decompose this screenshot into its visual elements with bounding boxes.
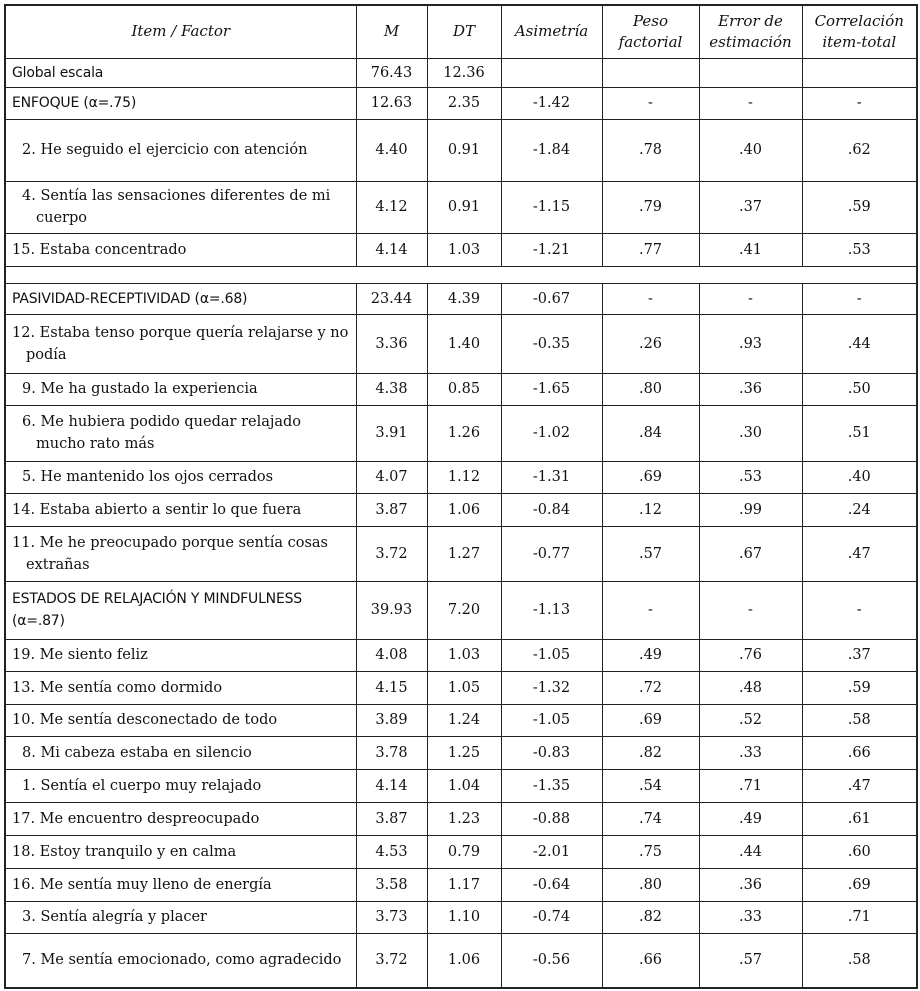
sd-cell: 1.10 — [427, 901, 501, 933]
item-label: 6. Me hubiera podido quedar relajado mucho rato más — [5, 405, 356, 461]
estimation-error-cell: .44 — [699, 835, 802, 868]
factor-loading-cell: .69 — [602, 704, 699, 736]
factor-loading-cell: .12 — [602, 493, 699, 526]
item-total-correlation-cell: .51 — [802, 405, 917, 461]
estimation-error-cell: .71 — [699, 769, 802, 802]
item-label: 12. Estaba tenso porque quería relajarse y no podía — [5, 314, 356, 373]
factor-loading-cell: - — [602, 87, 699, 119]
item-row — [5, 181, 917, 233]
sd-cell: 1.06 — [427, 933, 501, 988]
item-label: 5. He mantenido los ojos cerrados — [5, 461, 356, 493]
item-row — [5, 704, 917, 736]
factor-loading-cell: .72 — [602, 671, 699, 704]
header-row — [5, 5, 917, 58]
estimation-error-cell: .41 — [699, 233, 802, 266]
item-row — [5, 314, 917, 373]
mean-cell: 4.08 — [356, 639, 427, 671]
item-total-correlation-cell: .58 — [802, 704, 917, 736]
item-total-correlation-cell: .66 — [802, 736, 917, 769]
sd-cell: 1.03 — [427, 639, 501, 671]
item-total-correlation-cell: .24 — [802, 493, 917, 526]
estimation-error-cell: .48 — [699, 671, 802, 704]
item-label: 10. Me sentía desconectado de todo — [5, 704, 356, 736]
mean-cell: 3.78 — [356, 736, 427, 769]
skewness-cell: -0.88 — [501, 802, 602, 835]
factor-loading-cell: .74 — [602, 802, 699, 835]
factor-row — [5, 87, 917, 119]
spacer-cell — [699, 266, 802, 283]
item-total-correlation-cell — [802, 58, 917, 87]
skewness-cell: -0.35 — [501, 314, 602, 373]
estimation-error-cell: .40 — [699, 119, 802, 181]
skewness-cell: -1.35 — [501, 769, 602, 802]
sd-cell: 0.91 — [427, 181, 501, 233]
factor-label: ENFOQUE (α=.75) — [5, 87, 356, 119]
factor-loading-cell: - — [602, 581, 699, 639]
item-row — [5, 671, 917, 704]
factor-loading-cell: .75 — [602, 835, 699, 868]
skewness-cell: -1.13 — [501, 581, 602, 639]
mean-cell: 4.38 — [356, 373, 427, 405]
item-label: 19. Me siento feliz — [5, 639, 356, 671]
item-total-correlation-cell: - — [802, 87, 917, 119]
estimation-error-cell: .53 — [699, 461, 802, 493]
factor-row — [5, 283, 917, 314]
estimation-error-cell: .93 — [699, 314, 802, 373]
estimation-error-cell: - — [699, 87, 802, 119]
sd-cell: 0.85 — [427, 373, 501, 405]
factor-loading-cell: .77 — [602, 233, 699, 266]
skewness-cell: -1.21 — [501, 233, 602, 266]
mean-cell: 3.72 — [356, 933, 427, 988]
item-total-correlation-cell: .53 — [802, 233, 917, 266]
mean-cell: 3.72 — [356, 526, 427, 581]
skewness-cell: -0.74 — [501, 901, 602, 933]
factor-loading-cell: .49 — [602, 639, 699, 671]
spacer-cell — [602, 266, 699, 283]
item-label: 15. Estaba concentrado — [5, 233, 356, 266]
skewness-cell: -1.42 — [501, 87, 602, 119]
item-label: 8. Mi cabeza estaba en silencio — [5, 736, 356, 769]
header-skewness: Asimetría — [501, 5, 602, 58]
skewness-cell: -0.84 — [501, 493, 602, 526]
mean-cell: 76.43 — [356, 58, 427, 87]
header-item-factor: Item / Factor — [5, 5, 356, 58]
skewness-cell: -1.15 — [501, 181, 602, 233]
sd-cell: 1.24 — [427, 704, 501, 736]
item-total-correlation-cell: .60 — [802, 835, 917, 868]
mean-cell: 3.36 — [356, 314, 427, 373]
sd-cell: 1.05 — [427, 671, 501, 704]
mean-cell: 3.91 — [356, 405, 427, 461]
item-label: 18. Estoy tranquilo y en calma — [5, 835, 356, 868]
mean-cell: 3.87 — [356, 493, 427, 526]
skewness-cell — [501, 58, 602, 87]
sd-cell: 1.12 — [427, 461, 501, 493]
factor-label: Global escala — [5, 58, 356, 87]
sd-cell: 1.17 — [427, 868, 501, 901]
item-row — [5, 526, 917, 581]
sd-cell: 1.26 — [427, 405, 501, 461]
header-item-total-correlation: Correlación item-total — [802, 5, 917, 58]
item-label: 2. He seguido el ejercicio con atención — [5, 119, 356, 181]
factor-row — [5, 581, 917, 639]
item-row — [5, 233, 917, 266]
item-label: 1. Sentía el cuerpo muy relajado — [5, 769, 356, 802]
sd-cell: 1.06 — [427, 493, 501, 526]
item-label: 11. Me he preocupado porque sentía cosas extrañas — [5, 526, 356, 581]
sd-cell: 4.39 — [427, 283, 501, 314]
sd-cell: 0.79 — [427, 835, 501, 868]
estimation-error-cell: .76 — [699, 639, 802, 671]
item-row — [5, 461, 917, 493]
item-total-correlation-cell: .62 — [802, 119, 917, 181]
header-estimation-error: Error de estimación — [699, 5, 802, 58]
item-row — [5, 769, 917, 802]
item-row — [5, 373, 917, 405]
sd-cell: 1.03 — [427, 233, 501, 266]
estimation-error-cell: .36 — [699, 868, 802, 901]
item-label: 9. Me ha gustado la experiencia — [5, 373, 356, 405]
item-label: 3. Sentía alegría y placer — [5, 901, 356, 933]
estimation-error-cell: - — [699, 283, 802, 314]
header-mean: M — [356, 5, 427, 58]
item-row — [5, 639, 917, 671]
item-total-correlation-cell: .59 — [802, 671, 917, 704]
estimation-error-cell: .67 — [699, 526, 802, 581]
item-label: 13. Me sentía como dormido — [5, 671, 356, 704]
mean-cell: 4.12 — [356, 181, 427, 233]
factor-loading-cell: .82 — [602, 901, 699, 933]
item-row — [5, 119, 917, 181]
item-row — [5, 868, 917, 901]
item-row — [5, 493, 917, 526]
skewness-cell: -1.65 — [501, 373, 602, 405]
skewness-cell: -0.83 — [501, 736, 602, 769]
header-factor-loading: Peso factorial — [602, 5, 699, 58]
sd-cell: 1.23 — [427, 802, 501, 835]
mean-cell: 4.14 — [356, 769, 427, 802]
factor-loading-cell: .80 — [602, 868, 699, 901]
estimation-error-cell: .30 — [699, 405, 802, 461]
item-row — [5, 802, 917, 835]
sd-cell: 2.35 — [427, 87, 501, 119]
item-total-correlation-cell: .47 — [802, 769, 917, 802]
mean-cell: 4.15 — [356, 671, 427, 704]
item-label: 17. Me encuentro despreocupado — [5, 802, 356, 835]
item-label: 4. Sentía las sensaciones diferentes de mi cuerpo — [5, 181, 356, 233]
header-sd: DT — [427, 5, 501, 58]
item-total-correlation-cell: .59 — [802, 181, 917, 233]
item-total-correlation-cell: .61 — [802, 802, 917, 835]
sd-cell: 1.04 — [427, 769, 501, 802]
item-row — [5, 405, 917, 461]
mean-cell: 12.63 — [356, 87, 427, 119]
factor-loading-cell: .78 — [602, 119, 699, 181]
estimation-error-cell — [699, 58, 802, 87]
sd-cell: 0.91 — [427, 119, 501, 181]
item-total-correlation-cell: - — [802, 283, 917, 314]
item-label: 7. Me sentía emocionado, como agradecido — [5, 933, 356, 988]
mean-cell: 3.87 — [356, 802, 427, 835]
item-row — [5, 933, 917, 988]
item-total-correlation-cell: .37 — [802, 639, 917, 671]
skewness-cell: -0.64 — [501, 868, 602, 901]
factor-loading-cell: .82 — [602, 736, 699, 769]
sd-cell: 1.25 — [427, 736, 501, 769]
factor-loading-cell: .79 — [602, 181, 699, 233]
estimation-error-cell: .37 — [699, 181, 802, 233]
factor-loading-cell: .66 — [602, 933, 699, 988]
spacer-cell — [356, 266, 427, 283]
mean-cell: 3.58 — [356, 868, 427, 901]
mean-cell: 23.44 — [356, 283, 427, 314]
sd-cell: 1.27 — [427, 526, 501, 581]
item-total-correlation-cell: .40 — [802, 461, 917, 493]
skewness-cell: -1.32 — [501, 671, 602, 704]
skewness-cell: -1.05 — [501, 704, 602, 736]
item-label: 16. Me sentía muy lleno de energía — [5, 868, 356, 901]
skewness-cell: -1.84 — [501, 119, 602, 181]
skewness-cell: -0.67 — [501, 283, 602, 314]
skewness-cell: -0.56 — [501, 933, 602, 988]
spacer-cell — [5, 266, 356, 283]
estimation-error-cell: .49 — [699, 802, 802, 835]
mean-cell: 3.73 — [356, 901, 427, 933]
estimation-error-cell: .36 — [699, 373, 802, 405]
skewness-cell: -1.02 — [501, 405, 602, 461]
skewness-cell: -1.31 — [501, 461, 602, 493]
spacer-cell — [501, 266, 602, 283]
item-total-correlation-cell: .44 — [802, 314, 917, 373]
skewness-cell: -0.77 — [501, 526, 602, 581]
item-total-correlation-cell: .71 — [802, 901, 917, 933]
factor-label: ESTADOS DE RELAJACIÓN Y MINDFULNESS (α=.87) — [5, 581, 356, 639]
skewness-cell: -1.05 — [501, 639, 602, 671]
factor-loading-cell: - — [602, 283, 699, 314]
item-row — [5, 901, 917, 933]
item-total-correlation-cell: - — [802, 581, 917, 639]
estimation-error-cell: .52 — [699, 704, 802, 736]
sd-cell: 12.36 — [427, 58, 501, 87]
item-total-correlation-cell: .47 — [802, 526, 917, 581]
factor-loading-cell: .26 — [602, 314, 699, 373]
item-total-correlation-cell: .58 — [802, 933, 917, 988]
factor-loading-cell: .84 — [602, 405, 699, 461]
factor-row — [5, 58, 917, 87]
item-total-correlation-cell: .69 — [802, 868, 917, 901]
mean-cell: 4.40 — [356, 119, 427, 181]
factor-loading-cell: .80 — [602, 373, 699, 405]
factor-loading-cell: .54 — [602, 769, 699, 802]
estimation-error-cell: .99 — [699, 493, 802, 526]
factor-loading-cell: .57 — [602, 526, 699, 581]
spacer-row — [5, 266, 917, 283]
item-total-correlation-cell: .50 — [802, 373, 917, 405]
spacer-cell — [802, 266, 917, 283]
skewness-cell: -2.01 — [501, 835, 602, 868]
factor-label: PASIVIDAD-RECEPTIVIDAD (α=.68) — [5, 283, 356, 314]
mean-cell: 39.93 — [356, 581, 427, 639]
estimation-error-cell: .33 — [699, 901, 802, 933]
item-row — [5, 736, 917, 769]
mean-cell: 4.07 — [356, 461, 427, 493]
mean-cell: 4.53 — [356, 835, 427, 868]
mean-cell: 4.14 — [356, 233, 427, 266]
item-label: 14. Estaba abierto a sentir lo que fuera — [5, 493, 356, 526]
results-table — [4, 4, 918, 989]
spacer-cell — [427, 266, 501, 283]
sd-cell: 7.20 — [427, 581, 501, 639]
factor-loading-cell: .69 — [602, 461, 699, 493]
factor-loading-cell — [602, 58, 699, 87]
sd-cell: 1.40 — [427, 314, 501, 373]
mean-cell: 3.89 — [356, 704, 427, 736]
item-row — [5, 835, 917, 868]
estimation-error-cell: .57 — [699, 933, 802, 988]
estimation-error-cell: .33 — [699, 736, 802, 769]
estimation-error-cell: - — [699, 581, 802, 639]
